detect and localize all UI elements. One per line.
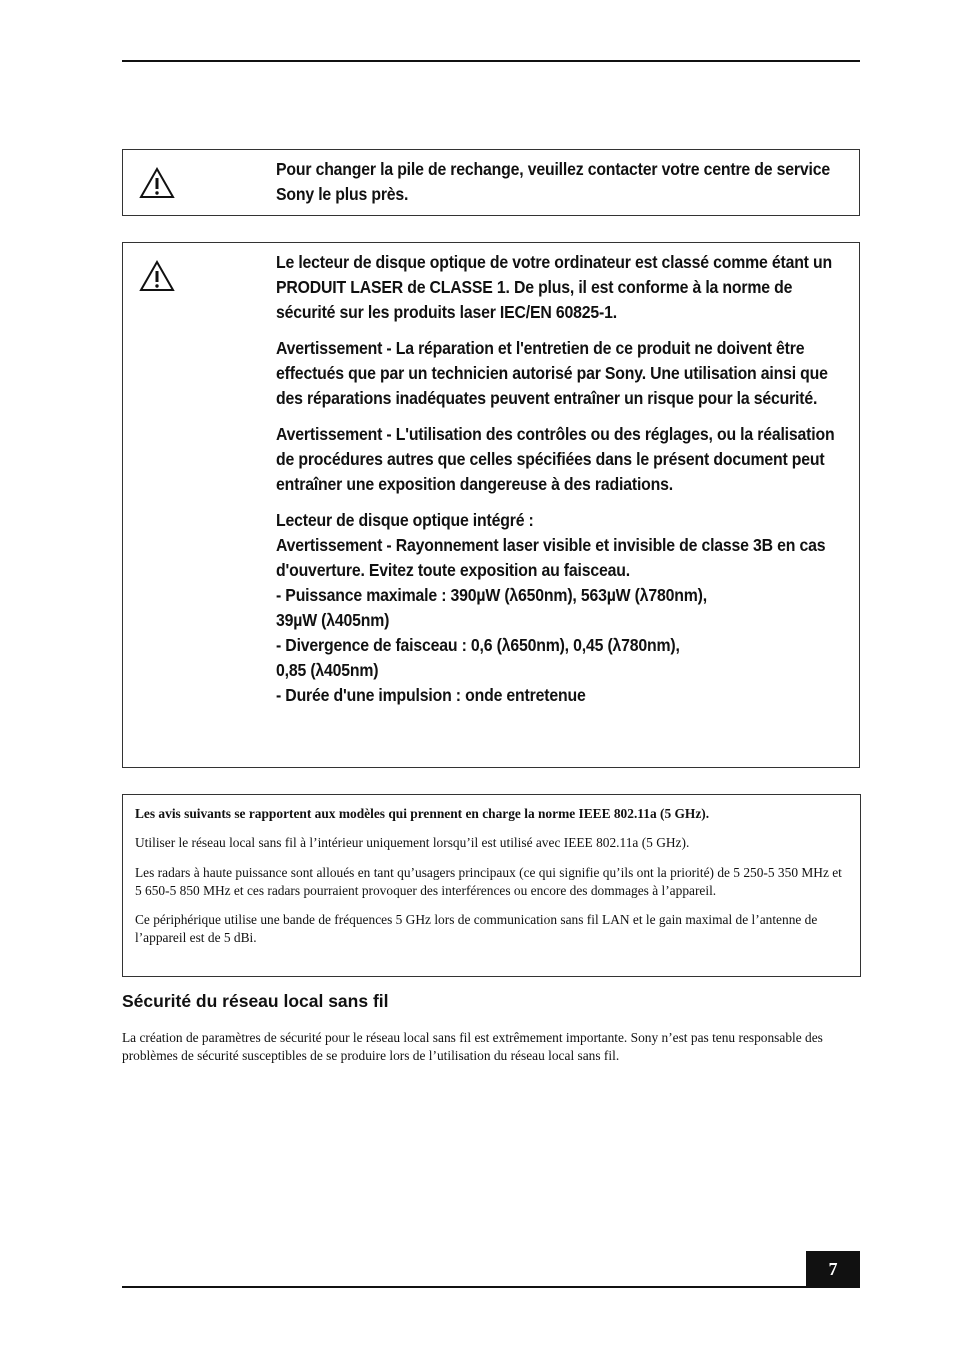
laser-line: 39µW (λ405nm) xyxy=(276,610,390,630)
warning-triangle-icon xyxy=(139,167,175,199)
warning-paragraph: Avertissement - La réparation et l'entretien de ce produit ne doivent être effectués que par un technicien autorisé par Sony. Une utilisation ainsi que des réparations inadéquates peuvent entraîner un risque pour la sécurité. xyxy=(276,338,828,408)
warning-box-battery xyxy=(122,149,860,216)
warning-paragraph: Pour changer la pile de rechange, veuillez contacter votre centre de service Sony le plus près. xyxy=(276,159,830,204)
laser-line: Avertissement - Rayonnement laser visible et invisible de classe 3B en cas d'ouverture. Evitez toute exposition au faisceau. xyxy=(276,535,826,580)
header-rule xyxy=(122,60,860,62)
warning-text xyxy=(276,250,852,708)
warning-text xyxy=(276,157,852,207)
wireless-notice-box xyxy=(122,794,861,977)
laser-line: - Puissance maximale : 390µW (λ650nm), 563µW (λ780nm), xyxy=(276,585,707,605)
laser-line: - Divergence de faisceau : 0,6 (λ650nm), 0,45 (λ780nm), xyxy=(276,635,680,655)
warning-box-laser xyxy=(122,242,860,768)
laser-line: - Durée d'une impulsion : onde entretenue xyxy=(276,685,586,705)
notice-paragraph: Les radars à haute puissance sont alloués en tant qu’usagers principaux (ce qui signifie qu’ils ont la priorité) de 5 250-5 350 MHz et 5 650-5 850 MHz et ces radars pourraient provoquer des interférences ou encore des dommages à l’appareil. xyxy=(135,864,842,898)
page-number: 7 xyxy=(806,1251,860,1287)
warning-paragraph: Le lecteur de disque optique de votre ordinateur est classé comme étant un PRODUIT LASER de CLASSE 1. De plus, il est conforme à la norme de sécurité sur les produits laser IEC/EN 60825-1. xyxy=(276,252,832,322)
section-title: Sécurité du réseau local sans fil xyxy=(122,991,389,1011)
warning-triangle-icon xyxy=(139,260,175,292)
notice-lead: Les avis suivants se rapportent aux modèles qui prennent en charge la norme IEEE 802.11a (5 GHz). xyxy=(135,806,710,821)
section-body: La création de paramètres de sécurité pour le réseau local sans fil est extrêmement importante. Sony n’est pas tenu responsable des problèmes de sécurité susceptibles de se produire lors de l’utilisation du réseau local sans fil. xyxy=(122,1030,823,1064)
notice-paragraph: Utiliser le réseau local sans fil à l’intérieur uniquement lorsqu’il est utilisé avec IEEE 802.11a (5 GHz). xyxy=(135,835,690,851)
notice-paragraph: Ce périphérique utilise une bande de fréquences 5 GHz lors de communication sans fil LAN et le gain maximal de l’antenne de l’appareil est de 5 dBi. xyxy=(135,912,818,946)
footer-rule xyxy=(122,1286,860,1288)
laser-line: 0,85 (λ405nm) xyxy=(276,660,379,680)
laser-line: Lecteur de disque optique intégré : xyxy=(276,510,534,530)
laser-specs xyxy=(276,508,852,708)
warning-paragraph: Avertissement - L'utilisation des contrôles ou des réglages, ou la réalisation de procédures autres que celles spécifiées dans le présent document peut entraîner une exposition dangereuse à des radiations. xyxy=(276,424,835,494)
